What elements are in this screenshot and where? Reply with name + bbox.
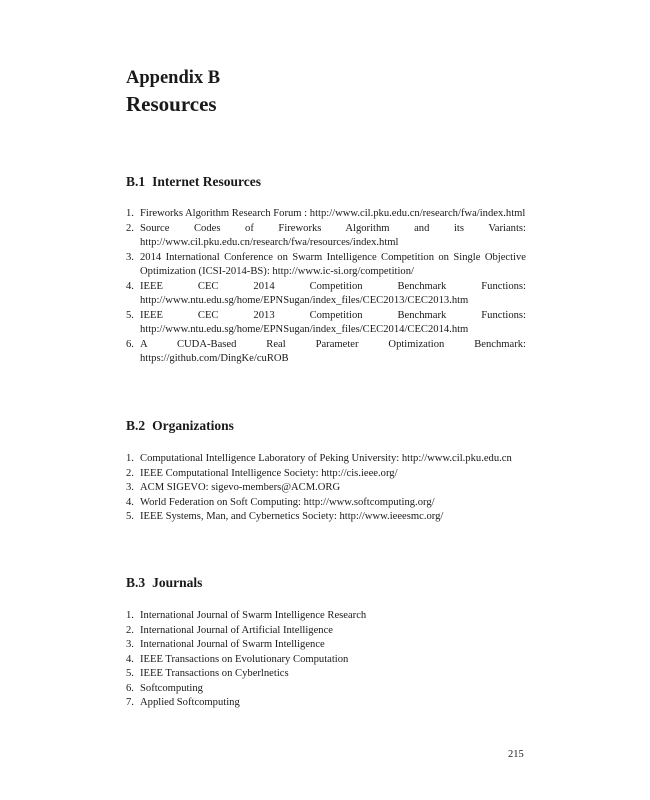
item-number: 4. bbox=[126, 496, 134, 508]
list-item bbox=[126, 682, 526, 697]
item-text: International Journal of Swarm Intelligence Research bbox=[140, 610, 367, 621]
item-number: 1. bbox=[126, 453, 134, 464]
list-item bbox=[126, 667, 526, 682]
item-text: 2014 International Conference on Swarm Intelligence Competition on Single Objective Optimization (ICSI-2014-BS): http://www.ic-si.org/competition/ bbox=[140, 251, 526, 277]
item-number: 3. bbox=[126, 251, 134, 263]
section-number: B.1 bbox=[126, 174, 146, 189]
item-text: Applied Softcomputing bbox=[140, 697, 240, 708]
item-number: 5. bbox=[126, 668, 134, 679]
list-item bbox=[126, 624, 526, 639]
item-number: 1. bbox=[126, 208, 134, 219]
section-title: Internet Resources bbox=[152, 174, 261, 189]
item-text: IEEE Computational Intelligence Society: http://cis.ieee.org/ bbox=[140, 467, 398, 479]
section-title: Organizations bbox=[152, 418, 234, 433]
list-item bbox=[126, 309, 526, 338]
organizations-list bbox=[126, 452, 526, 525]
list-item bbox=[126, 338, 526, 367]
list-item bbox=[126, 481, 526, 496]
item-text: Fireworks Algorithm Research Forum : http://www.cil.pku.edu.cn/research/fwa/index.html bbox=[140, 208, 526, 219]
section-heading-internet-resources bbox=[126, 173, 261, 191]
list-item bbox=[126, 696, 526, 711]
appendix-title: Resources bbox=[126, 92, 217, 116]
journals-list bbox=[126, 609, 526, 711]
section-number: B.3 bbox=[126, 575, 146, 590]
item-text: IEEE CEC 2013 Competition Benchmark Functions: http://www.ntu.edu.sg/home/EPNSugan/index_files/CEC2014/CEC2014.htm bbox=[140, 309, 526, 335]
item-number: 2. bbox=[126, 467, 134, 479]
item-number: 1. bbox=[126, 610, 134, 621]
item-text: A CUDA-Based Real Parameter Optimization Benchmark: https://github.com/DingKe/cuROB bbox=[140, 338, 526, 364]
list-item bbox=[126, 467, 526, 482]
section-heading-journals bbox=[126, 574, 202, 592]
list-item bbox=[126, 609, 526, 624]
list-item bbox=[126, 496, 526, 511]
list-item bbox=[126, 452, 526, 467]
list-item bbox=[126, 510, 526, 525]
item-text: IEEE Systems, Man, and Cybernetics Society: http://www.ieeesmc.org/ bbox=[140, 511, 444, 522]
item-text: World Federation on Soft Computing: http://www.softcomputing.org/ bbox=[140, 496, 435, 508]
item-number: 4. bbox=[126, 653, 134, 665]
list-item bbox=[126, 638, 526, 653]
page-number: 215 bbox=[508, 749, 524, 760]
list-item bbox=[126, 280, 526, 309]
item-text: IEEE CEC 2014 Competition Benchmark Functions: http://www.ntu.edu.sg/home/EPNSugan/index_files/CEC2013/CEC2013.htm bbox=[140, 280, 526, 306]
list-item bbox=[126, 207, 526, 222]
item-number: 3. bbox=[126, 482, 134, 493]
item-number: 2. bbox=[126, 624, 134, 636]
item-text: ACM SIGEVO: sigevo-members@ACM.ORG bbox=[140, 482, 341, 493]
item-number: 5. bbox=[126, 309, 134, 321]
appendix-label: Appendix B bbox=[126, 68, 221, 88]
item-text: International Journal of Swarm Intelligence bbox=[140, 639, 325, 650]
list-item bbox=[126, 251, 526, 280]
item-number: 2. bbox=[126, 222, 134, 234]
item-text: IEEE Transactions on Evolutionary Computation bbox=[140, 653, 349, 665]
item-number: 4. bbox=[126, 280, 134, 292]
item-text: Softcomputing bbox=[140, 682, 203, 694]
item-number: 7. bbox=[126, 697, 134, 708]
item-text: Computational Intelligence Laboratory of Peking University: http://www.cil.pku.edu.cn bbox=[140, 453, 512, 464]
item-number: 3. bbox=[126, 639, 134, 650]
internet-resources-list bbox=[126, 207, 526, 367]
item-number: 5. bbox=[126, 511, 134, 522]
section-number: B.2 bbox=[126, 418, 146, 433]
section-title: Journals bbox=[152, 575, 203, 590]
item-text: IEEE Transactions on Cyberlnetics bbox=[140, 668, 289, 679]
item-text: International Journal of Artificial Intelligence bbox=[140, 624, 333, 636]
list-item bbox=[126, 222, 526, 251]
section-heading-organizations bbox=[126, 417, 234, 435]
item-number: 6. bbox=[126, 682, 134, 694]
item-number: 6. bbox=[126, 338, 134, 350]
item-text: Source Codes of Fireworks Algorithm and its Variants: http://www.cil.pku.edu.cn/research/fwa/resources/index.html bbox=[140, 222, 526, 248]
list-item bbox=[126, 653, 526, 668]
